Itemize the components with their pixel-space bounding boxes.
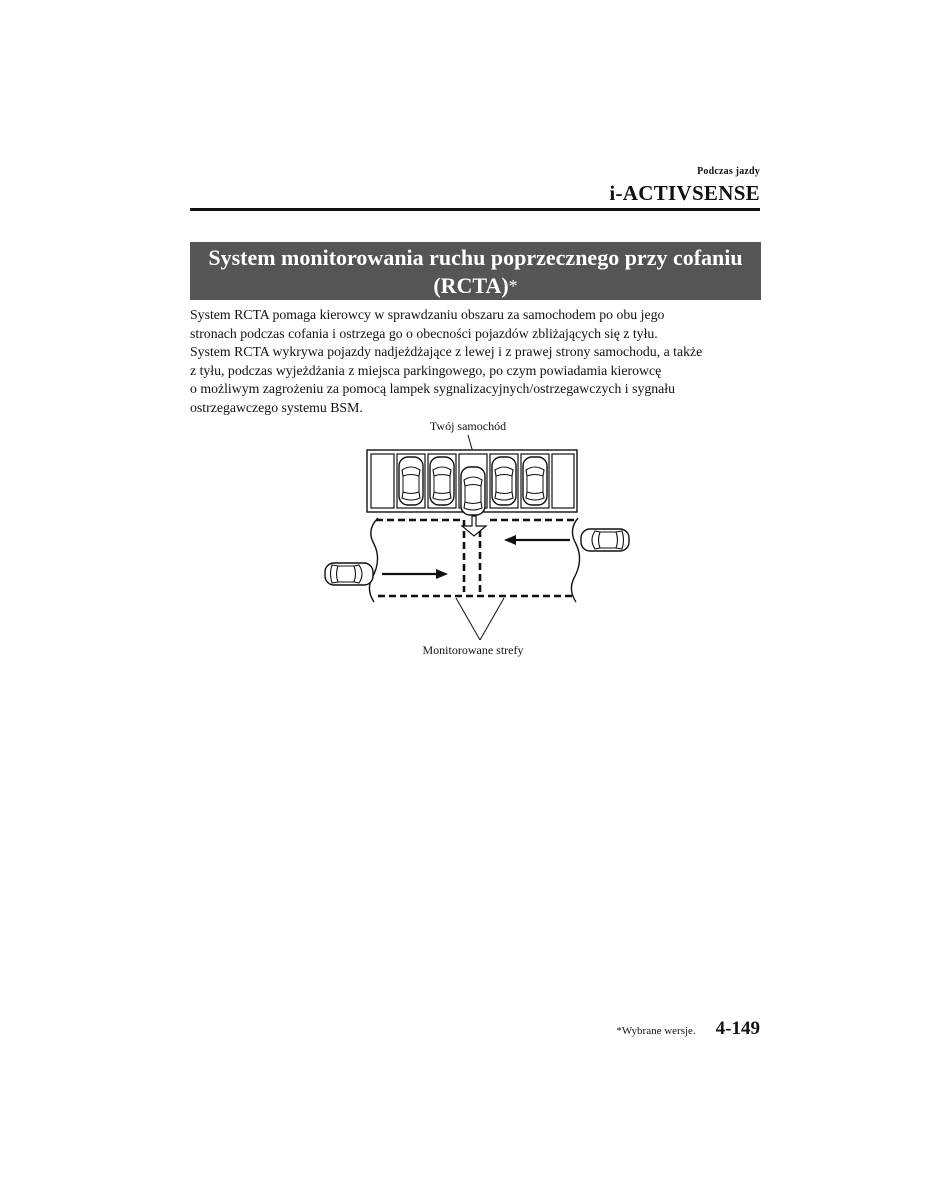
leader-line-zone-right <box>480 598 504 640</box>
body-line: z tyłu, podczas wyjeżdżania z miejsca parkingowego, po czym powiadamia kierowcę <box>190 362 662 378</box>
body-line: ostrzegawczego systemu BSM. <box>190 399 363 415</box>
road-edge-left <box>369 518 378 602</box>
your-car-icon <box>461 467 485 515</box>
body-line: stronach podczas cofania i ostrzega go o obecności pojazdów zbliżających się z tyłu. <box>190 325 658 341</box>
footnote: *Wybrane wersje. <box>616 1025 696 1037</box>
arrow-right-icon <box>382 569 448 579</box>
rcta-diagram-svg <box>300 418 660 663</box>
section-title-line-1: System monitorowania ruchu poprzecznego przy cofaniu <box>208 245 743 270</box>
rcta-diagram <box>300 418 660 663</box>
label-monitored-zones: Monitorowane strefy <box>422 643 524 657</box>
running-head <box>609 166 760 206</box>
label-your-car: Twój samochód <box>429 419 507 433</box>
arrow-left-icon <box>504 535 570 545</box>
body-line: System RCTA wykrywa pojazdy nadjeżdżające z lewej i z prawej strony samochodu, a także <box>190 344 703 359</box>
header-rule <box>190 208 760 211</box>
page-footer <box>616 1018 760 1040</box>
parked-car-icon <box>430 457 454 505</box>
section-title-line-2 <box>190 272 761 300</box>
reverse-arrow-icon <box>462 516 486 536</box>
body-line: System RCTA pomaga kierowcy w sprawdzaniu obszaru za samochodem po obu jego <box>190 307 665 322</box>
page-number: 4-149 <box>715 1018 760 1039</box>
section-label: Podczas jazdy <box>697 166 760 177</box>
body-paragraph <box>190 306 765 417</box>
parked-car-icon <box>492 457 516 505</box>
approaching-car-left-icon <box>325 563 373 585</box>
parked-car-icon <box>399 457 423 505</box>
section-title-abbrev: (RCTA) <box>433 273 509 298</box>
chapter-title: i-ACTIVSENSE <box>609 181 760 205</box>
title-asterisk: * <box>508 276 518 296</box>
leader-line-zone-left <box>456 598 480 640</box>
section-title-box <box>190 242 761 300</box>
parked-car-icon <box>523 457 547 505</box>
body-line: o możliwym zagrożeniu za pomocą lampek sygnalizacyjnych/ostrzegawczych i sygnału <box>190 381 676 396</box>
approaching-car-right-icon <box>581 529 629 551</box>
road-edge-right <box>571 518 579 602</box>
